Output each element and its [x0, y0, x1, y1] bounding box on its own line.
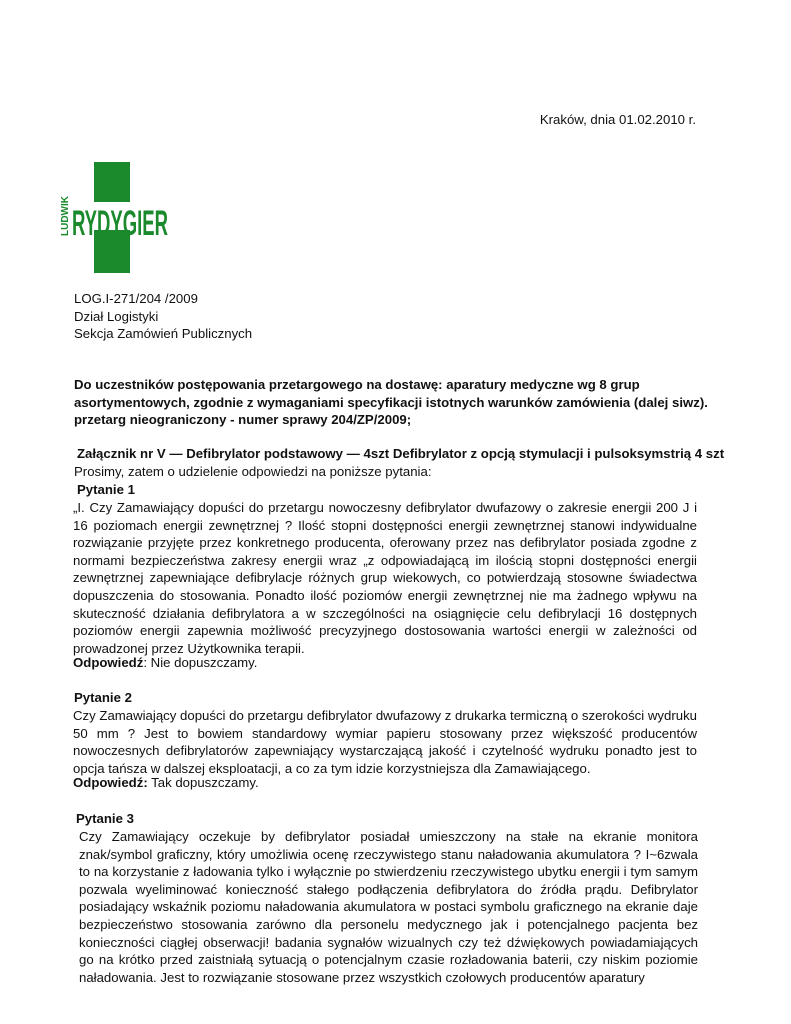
- reference-number: LOG.I-271/204 /2009: [74, 291, 198, 306]
- answer-text: : Nie dopuszczamy.: [143, 655, 258, 670]
- answer-label: Odpowiedź:: [73, 775, 148, 790]
- logo-main-text: RYDYGIER: [72, 204, 168, 243]
- attachment-line: Załącznik nr V — Defibrylator podstawowy — 4szt Defibrylator z opcją stymulacji i pulsoksymstrią 4 szt: [77, 446, 725, 461]
- question-1-answer: [73, 654, 257, 672]
- question-1-body: „I. Czy Zamawiający dopuści do przetargu nowoczesny defibrylator dwufazowy o zakresie energii 200 J i 16 poziomach energii zewnętrznej ? Ilość stopni dostępności energii zewnętrznej stanowi indywidualne rozwiązanie przyjęte przez konkretnego producenta, oferowany przez nas defibrylator posiada zgodne z normami bezpieczeństwa zakresy energii wraz „z odpowiadającą im ilością stopni dostępności energii zewnętrznej zapewniające defibrylacje różnych grup wiekowych, co potwierdzają stosowne świadectwa dopuszczenia do stosowania. Ponadto ilość poziomów energii zewnętrznej nie ma żadnego wpływu na skuteczność działania defibrylatora a w szczególności na osiągnięcie celu defibrylacji 16 dostępnych poziomów energii zapewnia możliwość precyzyjnego dostosowania wartości energii w zależności od prowadzonej przez Użytkownika terapii.: [73, 500, 697, 656]
- answer-text: Tak dopuszczamy.: [147, 775, 259, 790]
- document-date: Kraków, dnia 01.02.2010 r.: [539, 112, 696, 127]
- recipients-block: [74, 376, 714, 429]
- rydygier-logo-graphic: [58, 162, 170, 273]
- question-2-body: Czy Zamawiający dopuści do przetargu defibrylator dwufazowy z drukarka termiczną o szerokości wydruku 50 mm ? Jest to bowiem standardowy wymiar papieru stosowany przez większość producentów nowoczesnych defibrylatorów zapewniający wystarczającą jakość i czytelność wydruku ponadto jest to opcja tańsza w dalszej eksploatacji, a co za tym idzie korzystniejsza dla Zamawiającego.: [73, 708, 697, 776]
- recipients-line-3: przetarg nieograniczony - numer sprawy 204/ZP/2009;: [74, 412, 412, 428]
- question-2-title: Pytanie 2: [74, 690, 132, 705]
- question-3-title: Pytanie 3: [76, 811, 134, 826]
- section-name: Sekcja Zamówień Publicznych: [74, 326, 253, 342]
- division-name: Dział Logistyki: [74, 308, 159, 324]
- recipients-line-1: Do uczestników postępowania przetargowego na dostawę: aparatury medyczne wg 8 grup: [74, 377, 640, 392]
- question-3-body: Czy Zamawiający oczekuje by defibrylator posiadał umieszczony na stałe na ekranie monitora znak/symbol graficzny, który umożliwia ocenę rzeczywistego stanu naładowania akumulatora ? I~6zwala to na korzystanie z ładowania tylko i wyłącznie po stwierdzeniu rzeczywistego ubytku energii i tym samym pozwala wyeliminować konieczność stałego podłączenia defibrylatora do źródła prądu. Defibrylator posiadający wskaźnik poziomu naładowania akumulatora w postaci symbolu graficznego na ekranie daje bezpieczeństwo stosowania zarówno dla personelu medycznego jak i potencjalnego pacjenta bez konieczności ciągłej obserwacji! badania sygnałów wizualnych czy też dźwiękowych powiadamiających go na krótko przed zaistniałą sytuacją o potencjalnym czasie rozładowania baterii, czy niskim poziomie naładowania. Jest to rozwiązanie stosowane przez wszystkich czołowych producentów aparatury: [79, 829, 698, 985]
- question-2-answer: [73, 774, 259, 792]
- answer-label: Odpowiedź: [73, 655, 144, 670]
- request-line: Prosimy, zatem o udzielenie odpowiedzi na poniższe pytania:: [74, 464, 432, 479]
- recipients-line-2: asortymentowych, zgodnie z wymaganiami specyfikacji istotnych warunków zamówienia (dalej siwz).: [74, 394, 708, 410]
- question-1-title: Pytanie 1: [77, 482, 135, 497]
- logo-small-text: LUDWIK: [60, 196, 71, 236]
- rydygier-logo: [58, 162, 170, 273]
- department-block: [74, 290, 252, 343]
